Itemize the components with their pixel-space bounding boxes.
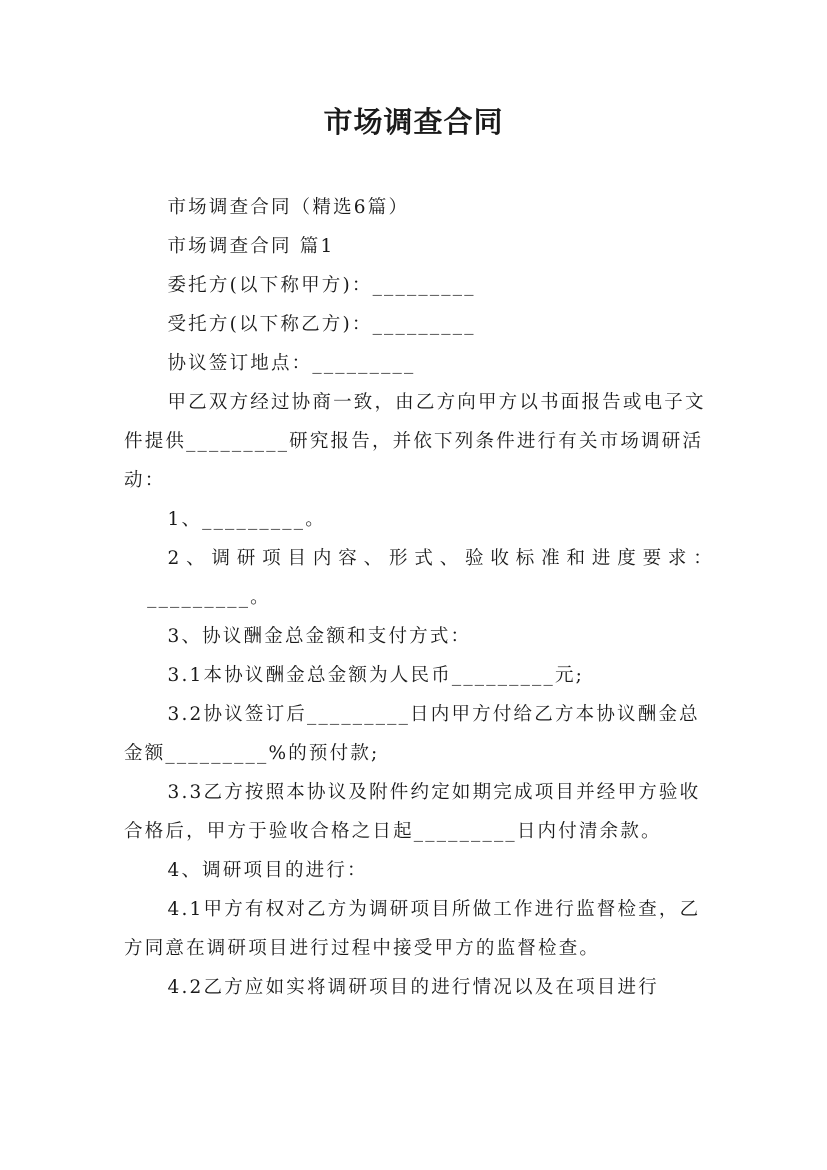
paragraph-section-heading: 市场调查合同 篇1 — [167, 236, 335, 257]
paragraph-clause-3: 3、协议酬金总金额和支付方式： — [167, 626, 472, 647]
paragraph-intro: 甲乙双方经过协商一致，由乙方向甲方以书面报告或电子文件提供_________研究报告，并依下列条件进行有关市场调研活动： — [124, 392, 706, 491]
paragraph-clause-2-blank: _________。 — [147, 587, 271, 608]
paragraph-clause-1: 1、_________。 — [167, 509, 326, 530]
paragraph-clause-2: 2、调研项目内容、形式、验收标准和进度要求： — [167, 548, 714, 569]
paragraph-clause-4-1: 4.1甲方有权对乙方为调研项目所做工作进行监督检查，乙方同意在调研项目进行过程中接受甲方的监督检查。 — [124, 899, 701, 959]
document-body — [124, 188, 714, 1007]
paragraph-clause-3-2: 3.2协议签订后_________日内甲方付给乙方本协议酬金总金额_________%的预付款; — [124, 704, 700, 764]
paragraph-party-a: 委托方(以下称甲方)：_________ — [167, 275, 476, 296]
paragraph-clause-3-1: 3.1本协议酬金总金额为人民币_________元; — [167, 665, 585, 686]
paragraph-clause-4-2: 4.2乙方应如实将调研项目的进行情况以及在项目进行 — [167, 977, 659, 998]
paragraph-subtitle: 市场调查合同（精选6篇） — [167, 197, 410, 218]
paragraph-clause-4: 4、调研项目的进行： — [167, 860, 368, 881]
paragraph-clause-3-3: 3.3乙方按照本协议及附件约定如期完成项目并经甲方验收合格后，甲方于验收合格之日起_________日内付清余款。 — [124, 782, 701, 842]
paragraph-party-b: 受托方(以下称乙方)：_________ — [167, 314, 476, 335]
document-title: 市场调查合同 — [323, 105, 504, 139]
paragraph-signing-place: 协议签订地点：_________ — [167, 353, 416, 374]
